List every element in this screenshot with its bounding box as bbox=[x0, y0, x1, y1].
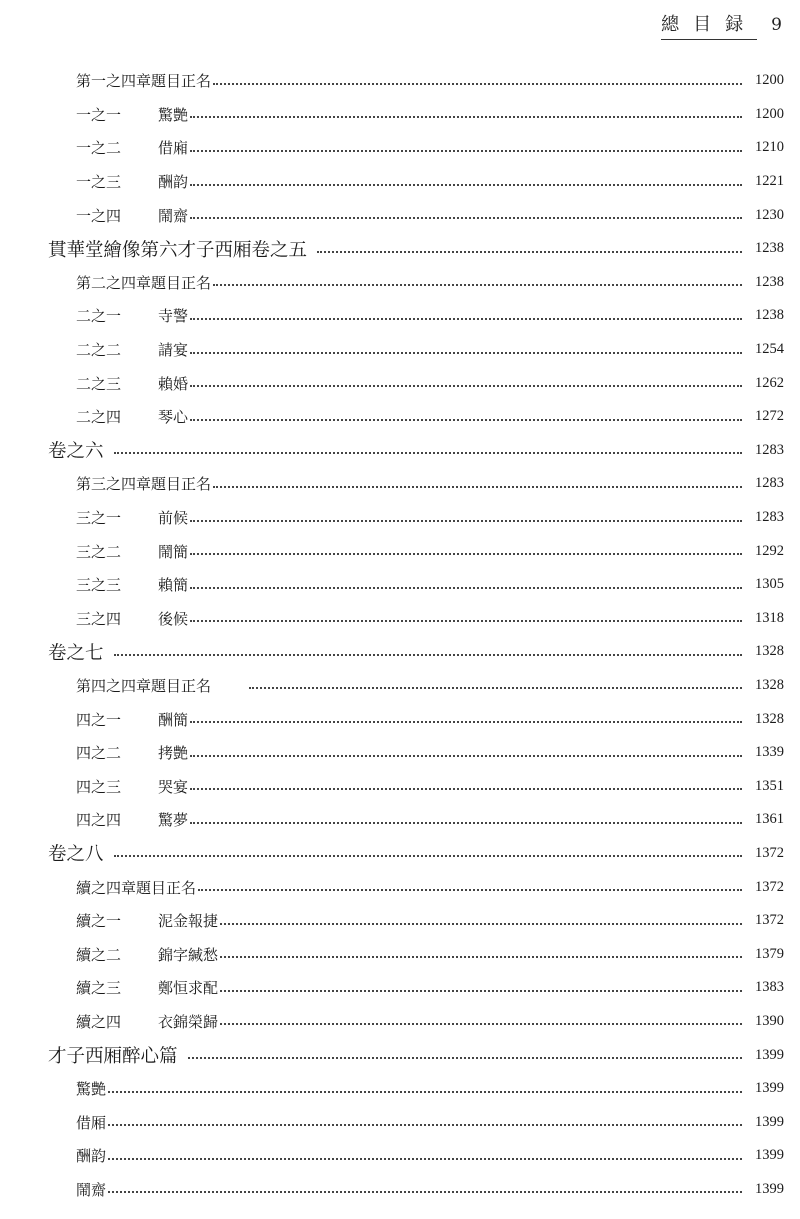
toc-entry bbox=[0, 467, 800, 501]
toc-entry-title: 第三之四章題目正名 bbox=[76, 475, 212, 494]
dot-leader bbox=[108, 1091, 742, 1093]
dot-leader bbox=[108, 1158, 742, 1160]
toc-page-number: 1399 bbox=[755, 1046, 784, 1063]
toc-entry bbox=[0, 602, 800, 636]
toc-entry-title: 驚夢 bbox=[158, 811, 189, 830]
toc-entry-title: 鬧簡 bbox=[158, 542, 189, 561]
toc-entry-number: 二之四 bbox=[76, 408, 122, 427]
toc-entry bbox=[0, 937, 800, 971]
toc-entry-number: 三之四 bbox=[76, 609, 122, 628]
toc-entry-title: 酬韵 bbox=[158, 173, 189, 192]
toc-entry-number: 二之三 bbox=[76, 374, 122, 393]
running-title: 總目録 bbox=[661, 10, 757, 40]
toc-entry bbox=[0, 198, 800, 232]
toc-entry-title: 賴簡 bbox=[158, 576, 189, 595]
toc-entry-title: 泥金報捷 bbox=[158, 912, 219, 931]
dot-leader bbox=[220, 923, 742, 925]
toc-entry-title: 第四之四章題目正名 bbox=[76, 676, 212, 695]
page-number: 9 bbox=[771, 15, 782, 35]
toc-page-number: 1399 bbox=[755, 1180, 784, 1197]
toc-page-number: 1390 bbox=[755, 1012, 784, 1029]
page-header bbox=[661, 10, 782, 40]
dot-leader bbox=[213, 284, 742, 286]
toc-entry bbox=[0, 501, 800, 535]
toc-entry-number: 一之三 bbox=[76, 173, 122, 192]
dot-leader bbox=[220, 990, 742, 992]
dot-leader bbox=[190, 419, 742, 421]
dot-leader bbox=[213, 83, 742, 85]
toc-entry-number: 三之三 bbox=[76, 576, 122, 595]
toc-page-number: 1210 bbox=[755, 139, 784, 156]
toc-entry-title: 寺警 bbox=[158, 307, 189, 326]
toc-page-number: 1372 bbox=[755, 878, 784, 895]
toc-section-entry bbox=[0, 434, 800, 468]
toc-page-number: 1328 bbox=[755, 643, 784, 660]
dot-leader bbox=[114, 855, 742, 857]
toc-entry-title: 借厢 bbox=[76, 1113, 107, 1132]
toc-entry-title: 前候 bbox=[158, 509, 189, 528]
toc-entry-title: 賴婚 bbox=[158, 374, 189, 393]
toc-page-number: 1372 bbox=[755, 844, 784, 861]
dot-leader bbox=[190, 217, 742, 219]
toc-entry-number: 續之一 bbox=[76, 912, 122, 931]
dot-leader bbox=[190, 150, 742, 152]
toc-page-number: 1254 bbox=[755, 341, 784, 358]
toc-entry bbox=[0, 1173, 800, 1207]
toc-entry-title: 鄭恒求配 bbox=[158, 979, 219, 998]
toc-entry-number: 三之二 bbox=[76, 542, 122, 561]
toc-page-number: 1238 bbox=[755, 307, 784, 324]
toc-page-number: 1399 bbox=[755, 1147, 784, 1164]
toc-section-entry bbox=[0, 635, 800, 669]
toc-entry bbox=[0, 1005, 800, 1039]
toc-entry bbox=[0, 736, 800, 770]
toc-entry-title: 第二之四章題目正名 bbox=[76, 273, 212, 292]
dot-leader bbox=[114, 452, 742, 454]
toc-entry bbox=[0, 568, 800, 602]
toc-entry bbox=[0, 400, 800, 434]
toc-entry-title: 第一之四章題目正名 bbox=[76, 72, 212, 91]
toc-page-number: 1238 bbox=[755, 273, 784, 290]
toc-entry bbox=[0, 1139, 800, 1173]
toc-entry-number: 二之二 bbox=[76, 341, 122, 360]
dot-leader bbox=[190, 385, 742, 387]
toc-section-entry bbox=[0, 837, 800, 871]
toc-entry bbox=[0, 64, 800, 98]
toc-page-number: 1318 bbox=[755, 609, 784, 626]
toc-page-number: 1305 bbox=[755, 576, 784, 593]
toc-entry bbox=[0, 165, 800, 199]
dot-leader bbox=[220, 1023, 742, 1025]
dot-leader bbox=[190, 587, 742, 589]
toc-entry bbox=[0, 266, 800, 300]
toc-entry-title: 貫華堂繪像第六才子西厢卷之五 bbox=[48, 239, 308, 261]
toc-entry-title: 哭宴 bbox=[158, 777, 189, 796]
toc-page-number: 1383 bbox=[755, 979, 784, 996]
toc-entry-number: 四之三 bbox=[76, 777, 122, 796]
dot-leader bbox=[190, 520, 742, 522]
toc-entry-title: 卷之八 bbox=[48, 844, 104, 866]
toc-entry-title: 衣錦榮歸 bbox=[158, 1012, 219, 1031]
toc-entry-number: 一之四 bbox=[76, 206, 122, 225]
toc-page-number: 1328 bbox=[755, 710, 784, 727]
toc-page-number: 1351 bbox=[755, 777, 784, 794]
dot-leader bbox=[188, 1057, 742, 1059]
toc-section-entry bbox=[0, 232, 800, 266]
toc-entry-title: 琴心 bbox=[158, 408, 189, 427]
toc-entry bbox=[0, 904, 800, 938]
toc-entry bbox=[0, 299, 800, 333]
toc-page-number: 1283 bbox=[755, 441, 784, 458]
toc-page-number: 1339 bbox=[755, 744, 784, 761]
toc-entry-title: 鬧齋 bbox=[158, 206, 189, 225]
toc-entry bbox=[0, 131, 800, 165]
toc-page-number: 1272 bbox=[755, 408, 784, 425]
toc-entry bbox=[0, 333, 800, 367]
toc-entry bbox=[0, 1105, 800, 1139]
toc-section-entry bbox=[0, 1038, 800, 1072]
toc-page-number: 1283 bbox=[755, 475, 784, 492]
toc-entry-title: 後候 bbox=[158, 609, 189, 628]
toc-entry-title: 續之四章題目正名 bbox=[76, 878, 197, 897]
dot-leader bbox=[190, 755, 742, 757]
toc-page-number: 1238 bbox=[755, 240, 784, 257]
dot-leader bbox=[190, 352, 742, 354]
toc-entry-number: 續之四 bbox=[76, 1012, 122, 1031]
toc-page-number: 1200 bbox=[755, 105, 784, 122]
dot-leader bbox=[198, 889, 742, 891]
toc-entry bbox=[0, 534, 800, 568]
toc-entry bbox=[0, 971, 800, 1005]
toc-page-number: 1221 bbox=[755, 173, 784, 190]
toc-entry-title: 酬簡 bbox=[158, 710, 189, 729]
toc-entry-number: 四之二 bbox=[76, 744, 122, 763]
toc-entry-number: 三之一 bbox=[76, 509, 122, 528]
dot-leader bbox=[190, 553, 742, 555]
toc-page-number: 1230 bbox=[755, 206, 784, 223]
dot-leader bbox=[190, 721, 742, 723]
toc-entry-number: 續之三 bbox=[76, 979, 122, 998]
dot-leader bbox=[213, 486, 742, 488]
toc-entry-number: 二之一 bbox=[76, 307, 122, 326]
toc-page-number: 1399 bbox=[755, 1080, 784, 1097]
toc-entry-title: 才子西厢醉心篇 bbox=[48, 1046, 178, 1068]
toc-page-number: 1262 bbox=[755, 374, 784, 391]
toc-entry bbox=[0, 1072, 800, 1106]
toc-entry-title: 酬韵 bbox=[76, 1147, 107, 1166]
toc-entry-number: 一之一 bbox=[76, 105, 122, 124]
dot-leader bbox=[108, 1191, 742, 1193]
toc-entry-title: 拷艶 bbox=[158, 744, 189, 763]
toc-page-number: 1379 bbox=[755, 945, 784, 962]
toc-entry-number: 一之二 bbox=[76, 139, 122, 158]
dot-leader bbox=[190, 788, 742, 790]
toc-page-number: 1292 bbox=[755, 542, 784, 559]
toc-page-number: 1200 bbox=[755, 72, 784, 89]
dot-leader bbox=[317, 251, 742, 253]
toc-page-number: 1399 bbox=[755, 1113, 784, 1130]
toc-page-number: 1372 bbox=[755, 912, 784, 929]
dot-leader bbox=[190, 318, 742, 320]
dot-leader bbox=[114, 654, 742, 656]
toc-entry-title: 請宴 bbox=[158, 341, 189, 360]
dot-leader bbox=[190, 184, 742, 186]
toc-entry bbox=[0, 366, 800, 400]
toc-entry-title: 錦字緘愁 bbox=[158, 945, 219, 964]
dot-leader bbox=[190, 620, 742, 622]
toc-entry-title: 驚艶 bbox=[76, 1080, 107, 1099]
toc-entry-title: 卷之七 bbox=[48, 642, 104, 664]
toc-entry-title: 鬧齋 bbox=[76, 1180, 107, 1199]
dot-leader bbox=[249, 687, 742, 689]
toc-entry bbox=[0, 870, 800, 904]
toc-entry-number: 續之二 bbox=[76, 945, 122, 964]
toc-entry-number: 四之四 bbox=[76, 811, 122, 830]
toc-entry-title: 卷之六 bbox=[48, 441, 104, 463]
dot-leader bbox=[108, 1124, 742, 1126]
dot-leader bbox=[190, 822, 742, 824]
dot-leader bbox=[190, 116, 742, 118]
toc-entry bbox=[0, 803, 800, 837]
toc-entry bbox=[0, 702, 800, 736]
toc-entry-title: 驚艶 bbox=[158, 105, 189, 124]
toc-page-number: 1361 bbox=[755, 811, 784, 828]
dot-leader bbox=[220, 956, 742, 958]
toc-entry bbox=[0, 769, 800, 803]
table-of-contents bbox=[0, 64, 800, 1206]
toc-page-number: 1328 bbox=[755, 676, 784, 693]
toc-entry-number: 四之一 bbox=[76, 710, 122, 729]
toc-entry bbox=[0, 669, 800, 703]
toc-entry bbox=[0, 98, 800, 132]
toc-entry-title: 借廂 bbox=[158, 139, 189, 158]
toc-page-number: 1283 bbox=[755, 509, 784, 526]
